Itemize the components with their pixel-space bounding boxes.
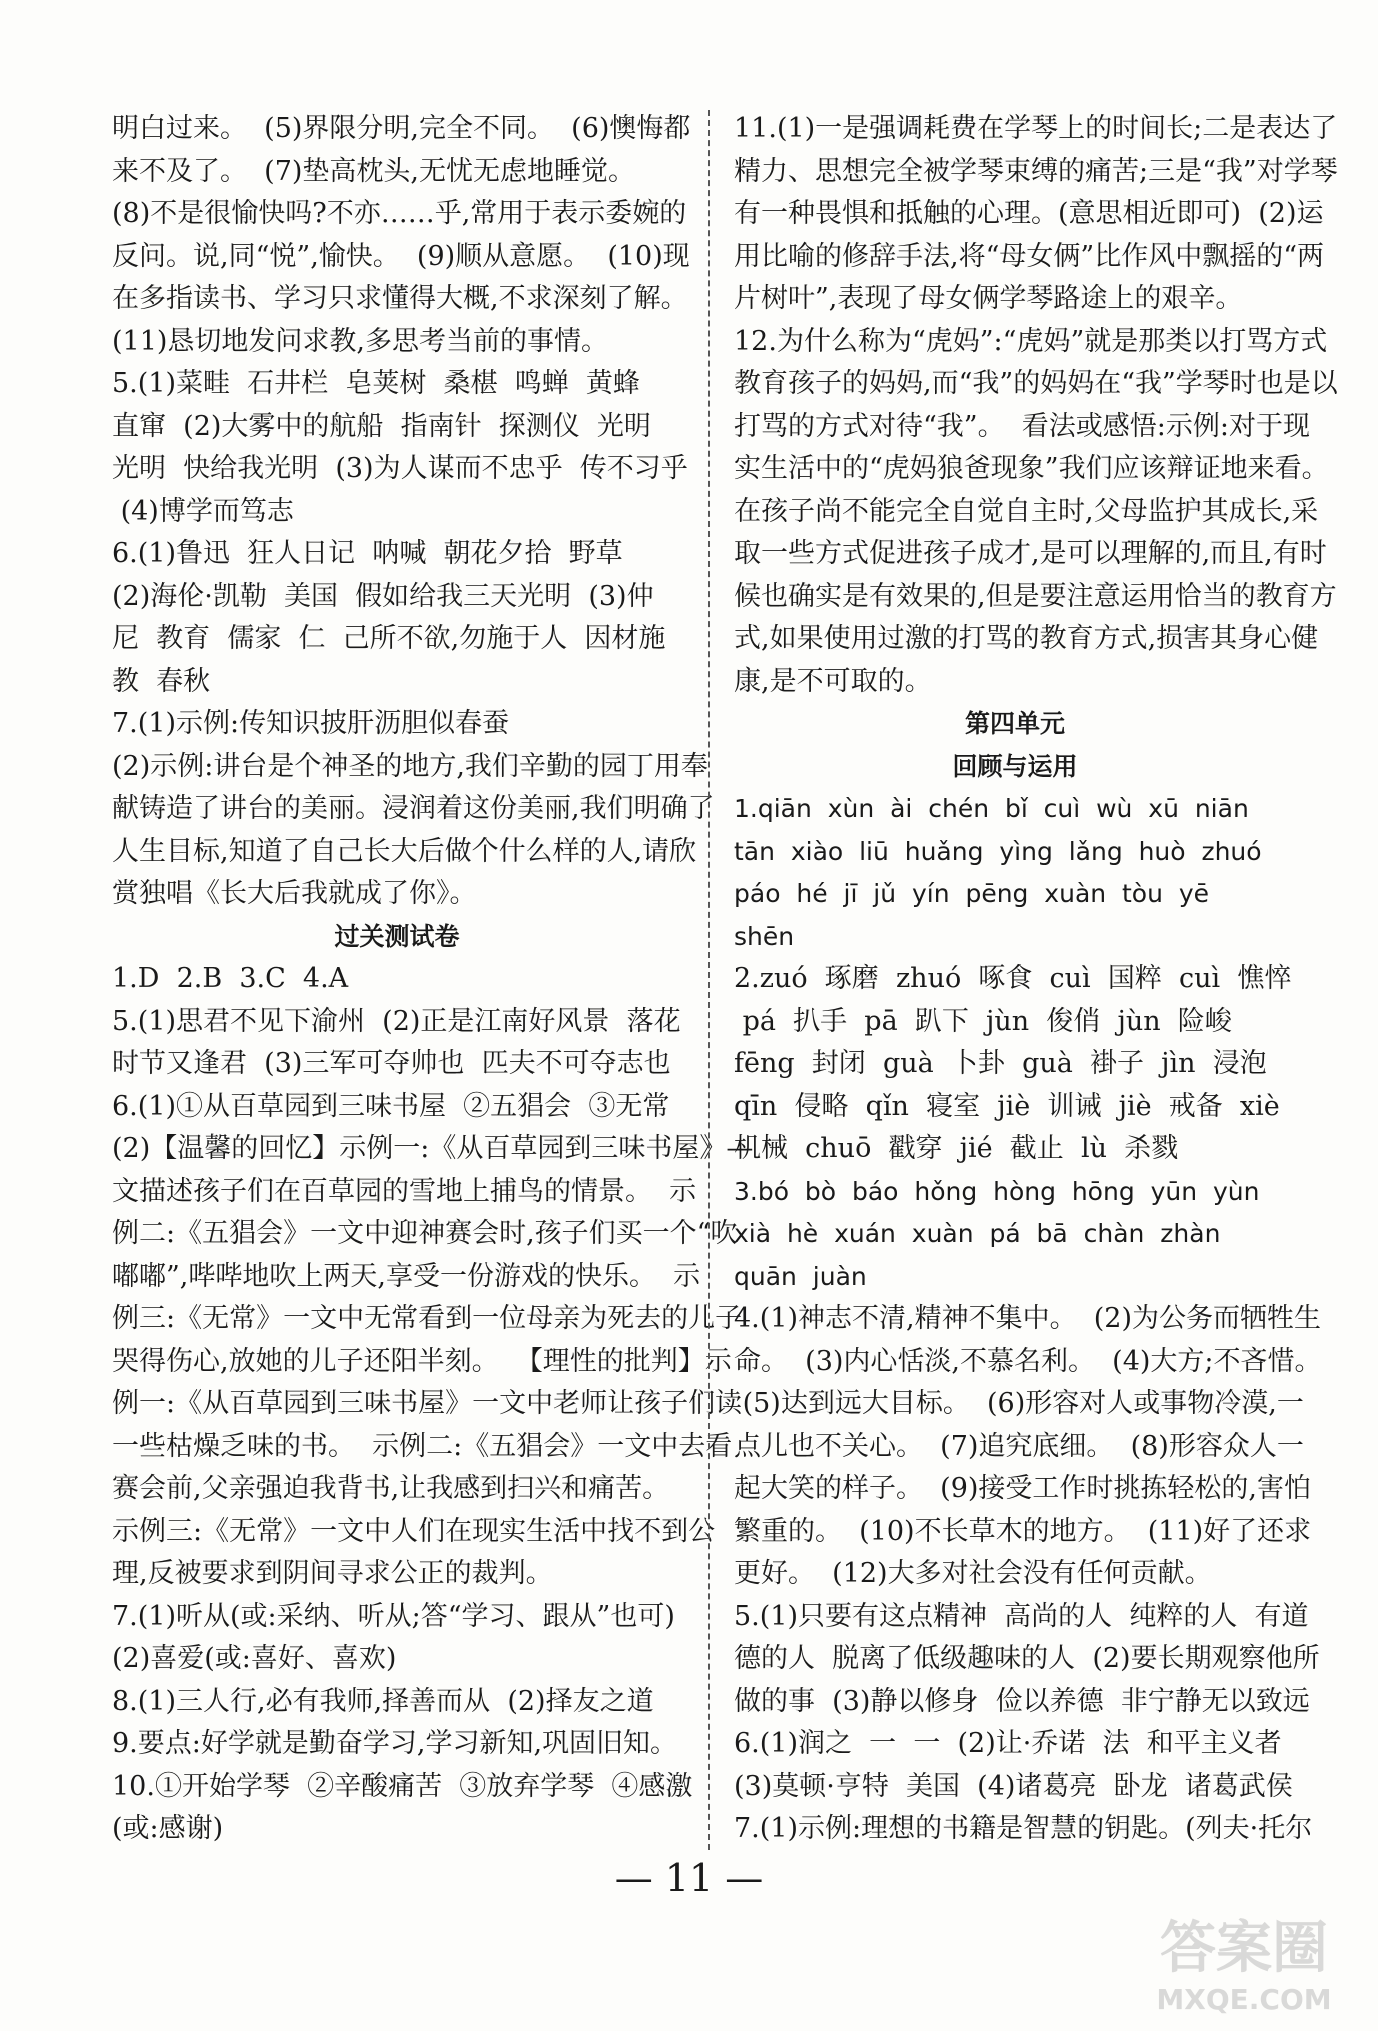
text-line: 在多指读书、学习只求懂得大概,不求深刻了解。 [112,283,688,314]
text-line: 在孩子尚不能完全自觉自主时,父母监护其成长,采 [734,495,1319,527]
text-line: 打骂的方式对待“我”。 看法或感悟:示例:对于现 [734,410,1310,442]
text-line: tān xiào liū huǎng yìng lǎng huò zhuó [734,836,1262,866]
text-line: 人生目标,知道了自己长大后做个什么样的人,请欣 [112,835,697,867]
text-line: 1.D 2.B 3.C 4.A [112,963,349,994]
text-line: 5.(1)只要有这点精神 高尚的人 纯粹的人 有道 [734,1600,1309,1632]
text-line: quān juàn [734,1261,867,1291]
text-line: 尼 教育 儒家 仁 己所不欲,勿施于人 因材施 [112,623,666,654]
text-line: 7.(1)听从(或:采纳、听从;答“学习、跟从”也可) [112,1600,675,1632]
right-column [734,108,1338,1851]
text-line: 9.要点:好学就是勤奋学习,学习新知,巩固旧知。 [112,1728,678,1759]
text-line: 用比喻的修辞手法,将“母女俩”比作风中飘摇的“两 [734,240,1324,272]
text-line: 片树叶”,表现了母女俩学琴路途上的艰辛。 [734,283,1243,314]
text-line: 反问。说,同“悦”,愉快。 (9)顺从意愿。 (10)现 [112,240,690,272]
section-heading: 第四单元 [964,709,1065,738]
text-line: 命。 (3)内心恬淡,不慕名利。 (4)大方;不吝惜。 [734,1345,1322,1377]
text-line: (或:感谢) [112,1813,224,1844]
text-line: 明白过来。 (5)界限分明,完全不同。 (6)懊悔都 [112,113,691,144]
text-line: (4)博学而笃志 [112,495,294,527]
text-line: (3)莫顿·亨特 美国 (4)诸葛亮 卧龙 诸葛武侯 [734,1770,1293,1802]
text-line: 点儿也不关心。 (7)追究底细。 (8)形容众人一 [734,1430,1304,1462]
text-line: 4.(1)神志不清,精神不集中。 (2)为公务而牺牲生 [734,1303,1321,1334]
column-divider [708,110,710,1850]
text-line: 示例三:《无常》一文中人们在现实生活中找不到公 [112,1515,716,1547]
text-line: 候也确实是有效果的,但是要注意运用恰当的教育方 [734,580,1337,612]
text-line: (5)达到远大目标。 (6)形容对人或事物冷漠,一 [734,1388,1304,1419]
text-line: 取一些方式促进孩子成才,是可以理解的,而且,有时 [734,538,1327,569]
text-line: (2)喜爱(或:喜好、喜欢) [112,1643,397,1674]
text-line: 理,反被要求到阴间寻求公正的裁判。 [112,1558,553,1589]
text-line: 直窜 (2)大雾中的航船 指南针 探测仪 光明 [112,410,651,442]
text-line: 11.(1)一是强调耗费在学琴上的时间长;二是表达了 [734,113,1338,144]
text-line: qīn 侵略 qǐn 寝室 jiè 训诫 jiè 戒备 xiè [734,1090,1280,1122]
text-line: 哭得伤心,放她的儿子还阳半刻。 【理性的批判】示 [112,1345,732,1377]
section-heading: 过关测试卷 [334,921,460,951]
text-line: 12.为什么称为“虎妈”:“虎妈”就是那类以打骂方式 [734,325,1328,357]
text-line: 机械 chuō 戳穿 jié 截止 lù 杀戮 [734,1133,1179,1164]
text-line: pá 扒手 pā 趴下 jùn 俊俏 jùn 险峻 [734,1005,1232,1037]
watermark-url: MXQE.COM [1156,1983,1332,2016]
text-line: 精力、思想完全被学琴束缚的痛苦;三是“我”对学琴 [734,155,1338,187]
text-line: 2.zuó 琢磨 zhuó 啄食 cuì 国粹 cuì 憔悴 [734,963,1292,994]
text-line: 起大笑的样子。 (9)接受工作时挑拣轻松的,害怕 [734,1473,1311,1504]
text-line: 文描述孩子们在百草园的雪地上捕鸟的情景。 示 [112,1175,697,1207]
text-line: 例一:《从百草园到三味书屋》一文中老师让孩子们读 [112,1388,743,1419]
text-line: 教育孩子的妈妈,而“我”的妈妈在“我”学琴时也是以 [734,368,1338,399]
text-line: 献铸造了讲台的美丽。浸润着这份美丽,我们明确了 [112,793,715,824]
text-line: 实生活中的“虎妈狼爸现象”我们应该辩证地来看。 [734,453,1329,484]
watermark-logo [1124,1901,1364,2021]
section-heading: 回顾与运用 [952,751,1078,781]
text-line: 6.(1)①从百草园到三味书屋 ②五猖会 ③无常 [112,1090,670,1122]
text-line: 康,是不可取的。 [734,665,932,697]
left-column [112,108,754,1851]
text-line: 6.(1)鲁迅 狂人日记 呐喊 朝花夕拾 野草 [112,538,623,569]
text-line: 式,如果使用过激的打骂的教育方式,损害其身心健 [734,623,1319,654]
text-line: 赏独唱《长大后我就成了你》。 [112,878,477,909]
text-line: 教 春秋 [112,665,211,697]
text-line: 有一种畏惧和抵触的心理。(意思相近即可) (2)运 [734,198,1324,229]
text-line: 例二:《五猖会》一文中迎神赛会时,孩子们买一个“吹 [112,1218,738,1249]
text-line: 7.(1)示例:传知识披肝沥胆似春蚕 [112,708,510,739]
text-line: xià hè xuán xuàn pá bā chàn zhàn [734,1219,1221,1248]
text-line: 嘟嘟”,哔哔地吹上两天,享受一份游戏的快乐。 示 [112,1260,701,1292]
text-line: 1.qiān xùn ài chén bǐ cuì wù xū niān [734,794,1249,823]
text-line: (2)【温馨的回忆】示例一:《从百草园到三味书屋》— [112,1133,754,1164]
text-line: 3.bó bò báo hǒng hòng hōng yūn yùn [734,1176,1260,1206]
text-line: 一些枯燥乏味的书。 示例二:《五猖会》一文中去看 [112,1430,733,1462]
text-line: 7.(1)示例:理想的书籍是智慧的钥匙。(列夫·托尔 [734,1813,1313,1844]
text-line: fēng 封闭 guà 卜卦 guà 褂子 jìn 浸泡 [734,1048,1267,1079]
text-line: 时节又逢君 (3)三军可夺帅也 匹夫不可夺志也 [112,1048,671,1079]
text-line: 光明 快给我光明 (3)为人谋而不忠乎 传不习乎 [112,453,688,484]
text-line: 更好。 (12)大多对社会没有任何贡献。 [734,1558,1212,1589]
text-line: shēn [734,921,795,951]
text-line: (2)示例:讲台是个神圣的地方,我们辛勤的园丁用奉 [112,750,708,782]
text-line: 6.(1)润之 一 一 (2)让·乔诺 法 和平主义者 [734,1728,1282,1759]
watermark-text: 答案圈 [1160,1916,1328,1981]
text-line: 做的事 (3)静以修身 俭以养德 非宁静无以致远 [734,1685,1310,1717]
text-line: (8)不是很愉快吗?不亦……乎,常用于表示委婉的 [112,198,687,229]
text-line: 5.(1)菜畦 石井栏 皂荚树 桑椹 鸣蝉 黄蜂 [112,368,640,399]
text-line: 德的人 脱离了低级趣味的人 (2)要长期观察他所 [734,1643,1320,1674]
text-line: 来不及了。 (7)垫高枕头,无忧无虑地睡觉。 [112,155,635,187]
text-line: 5.(1)思君不见下渝州 (2)正是江南好风景 落花 [112,1005,681,1037]
text-line: (2)海伦·凯勒 美国 假如给我三天光明 (3)仲 [112,580,654,612]
text-line: 赛会前,父亲强迫我背书,让我感到扫兴和痛苦。 [112,1473,670,1504]
page-number: — 11 — [614,1856,764,1900]
text-line: (11)恳切地发问求教,多思考当前的事情。 [112,325,609,357]
text-line: 8.(1)三人行,必有我师,择善而从 (2)择友之道 [112,1685,654,1717]
text-line: 繁重的。 (10)不长草木的地方。 (11)好了还求 [734,1515,1312,1547]
text-line: 10.①开始学琴 ②辛酸痛苦 ③放弃学琴 ④感激 [112,1770,693,1802]
text-line: páo hé jī jǔ yín pēng xuàn tòu yē [734,879,1210,908]
text-line: 例三:《无常》一文中无常看到一位母亲为死去的儿子 [112,1303,743,1334]
